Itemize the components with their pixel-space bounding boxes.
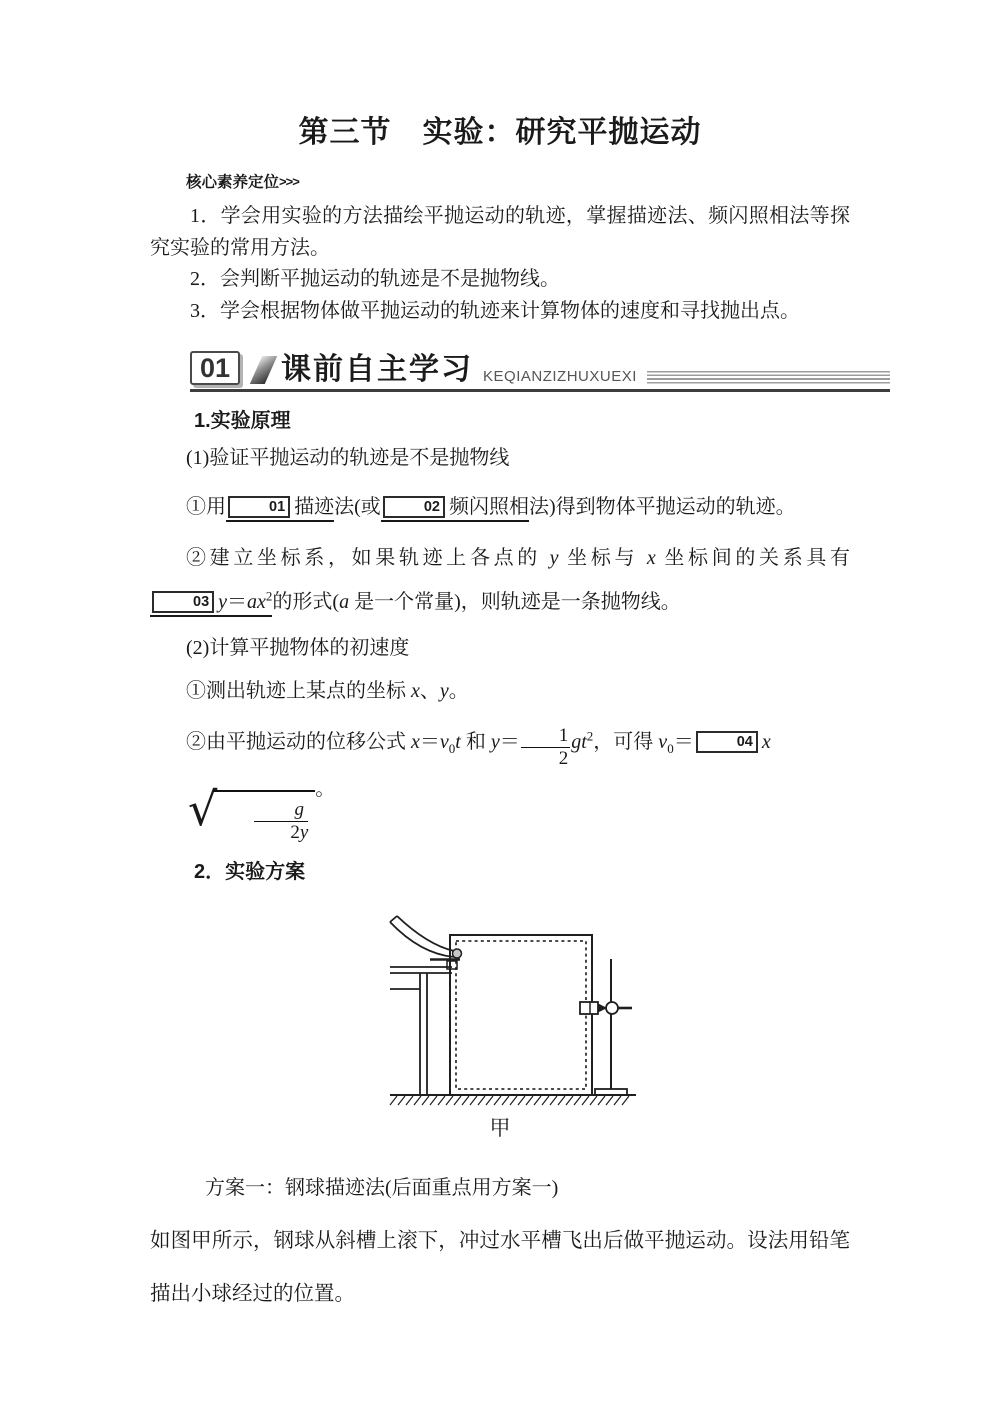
text-run: 坐标与: [558, 547, 647, 569]
text-run: 。: [448, 680, 469, 702]
principle-step3: [150, 675, 850, 708]
banner-title: 课前自主学习: [281, 353, 474, 386]
text-run: 法)得到物体平抛运动的轨迹。: [528, 496, 796, 518]
math-var: v: [658, 731, 668, 753]
text-run: 是一个常量)，则轨迹是一条抛物线。: [349, 591, 681, 613]
answer-blank-02: [381, 496, 529, 522]
trace-board: [450, 935, 592, 1095]
math-var: y: [439, 680, 449, 702]
text-run: ①用: [186, 496, 226, 518]
scheme-heading: 2．实验方案: [194, 861, 306, 884]
math-var: x: [761, 731, 771, 753]
math-var: x: [257, 591, 266, 613]
math-fraction: [254, 800, 308, 843]
scheme-para1: 方案一：钢球描迹法(后面重点用方案一): [205, 1177, 559, 1200]
fraction-denominator: [254, 822, 308, 843]
objective-item: 1．学会用实验的方法描绘平抛运动的轨迹，掌握描迹法、频闪照相法等探究实验的常用方法。: [150, 205, 850, 259]
math-op: ＝: [419, 731, 440, 753]
math-var: x: [411, 680, 420, 702]
text-run: 的形式(: [272, 591, 340, 613]
math-var: y: [549, 547, 559, 569]
text-run: ②由平抛运动的位移公式: [186, 731, 411, 753]
math-op: ＝: [499, 731, 520, 753]
math-var: a: [247, 591, 258, 613]
blank-answer: 频闪照相: [448, 496, 529, 518]
text-line: 如图甲所示，钢球从斜槽上滚下，冲过水平槽飞出后做平抛运动。设法用铅笔描: [150, 1229, 850, 1306]
banner-decorative-lines: [647, 371, 890, 384]
math-op: ＝: [673, 731, 694, 753]
blank-number-box: 01: [228, 496, 290, 518]
steel-ball: [453, 949, 462, 958]
math-var: y: [299, 822, 309, 844]
objective-item: 3．学会根据物体做平抛运动的轨迹来计算物体的速度和寻找抛出点。: [190, 299, 800, 322]
text-run: ，可得: [593, 731, 659, 753]
principle-sub2: (2)计算平抛物体的初速度: [186, 637, 410, 659]
math-op: ＝: [227, 591, 248, 613]
text-run: 和: [460, 731, 491, 753]
figure-label: 甲: [489, 1116, 511, 1141]
text-run: ②建立坐标系，如果轨迹上各点的: [186, 547, 550, 569]
competency-label: 核心素养定位: [186, 174, 280, 191]
text-run: ①测出轨迹上某点的坐标: [186, 680, 411, 702]
math-fraction: [521, 726, 571, 769]
answer-blank-03: [150, 588, 273, 617]
fraction-denominator: 2: [558, 748, 569, 770]
text-line: 出小球经过的位置。: [170, 1282, 355, 1306]
principle-step4: [150, 722, 850, 843]
math-sub: 0: [667, 741, 674, 756]
banner-number-badge: 01: [190, 351, 240, 385]
math-var: t: [455, 731, 461, 753]
math-var: x: [411, 731, 420, 753]
radicand: [213, 790, 315, 843]
math-var: x: [646, 547, 656, 569]
experiment-figure: [350, 897, 650, 1141]
banner-pinyin: KEQIANZIZHUXUEXI: [483, 368, 637, 385]
text-run: 法(或: [334, 496, 381, 518]
blank-number-box: 03: [152, 591, 214, 613]
objective-item: 2．会判断平抛运动的轨迹是不是抛物线。: [190, 268, 560, 290]
text-run: 坐标间的关系具有: [655, 547, 851, 569]
retort-stand: [595, 959, 627, 1095]
objectives-list: [150, 201, 850, 327]
math-sup: 2: [586, 728, 594, 744]
fraction-numerator: 1: [521, 726, 571, 748]
principle-step2: [150, 536, 850, 624]
page-title: 第三节 实验：研究平抛运动: [298, 116, 702, 149]
math-square-root: [152, 782, 315, 844]
fraction-numerator: g: [254, 800, 308, 822]
math-var: y: [218, 591, 228, 613]
text-run: 、: [419, 680, 440, 702]
math-var: y: [490, 731, 500, 753]
math-var: a: [339, 591, 350, 613]
apparatus-diagram: [350, 897, 650, 1107]
section-banner: [190, 347, 890, 392]
clamp: [580, 1002, 632, 1014]
math-var: t: [581, 731, 587, 753]
ground: [390, 1095, 636, 1105]
competency-header: [186, 172, 850, 193]
coefficient: 2: [290, 822, 300, 844]
answer-blank-04: 04: [696, 731, 758, 753]
principle-heading: 1.实验原理: [194, 410, 291, 432]
text-run: 。: [315, 778, 336, 801]
banner-flag-icon: [250, 356, 277, 384]
blank-number-box: 02: [383, 496, 445, 518]
triple-arrow-icon: >>>: [279, 174, 299, 189]
math-var: g: [571, 731, 582, 753]
math-sup: 2: [265, 588, 273, 604]
math-var: v: [439, 731, 449, 753]
blank-answer: 描迹: [294, 496, 335, 518]
scheme-para2: [150, 1214, 850, 1320]
answer-blank-01: [226, 496, 334, 522]
principle-sub1: (1)验证平抛运动的轨迹是不是抛物线: [186, 447, 510, 469]
table: [390, 967, 452, 1095]
radical-sign: √: [188, 782, 218, 837]
math-sub: 0: [448, 741, 456, 756]
principle-step1: [150, 491, 850, 524]
